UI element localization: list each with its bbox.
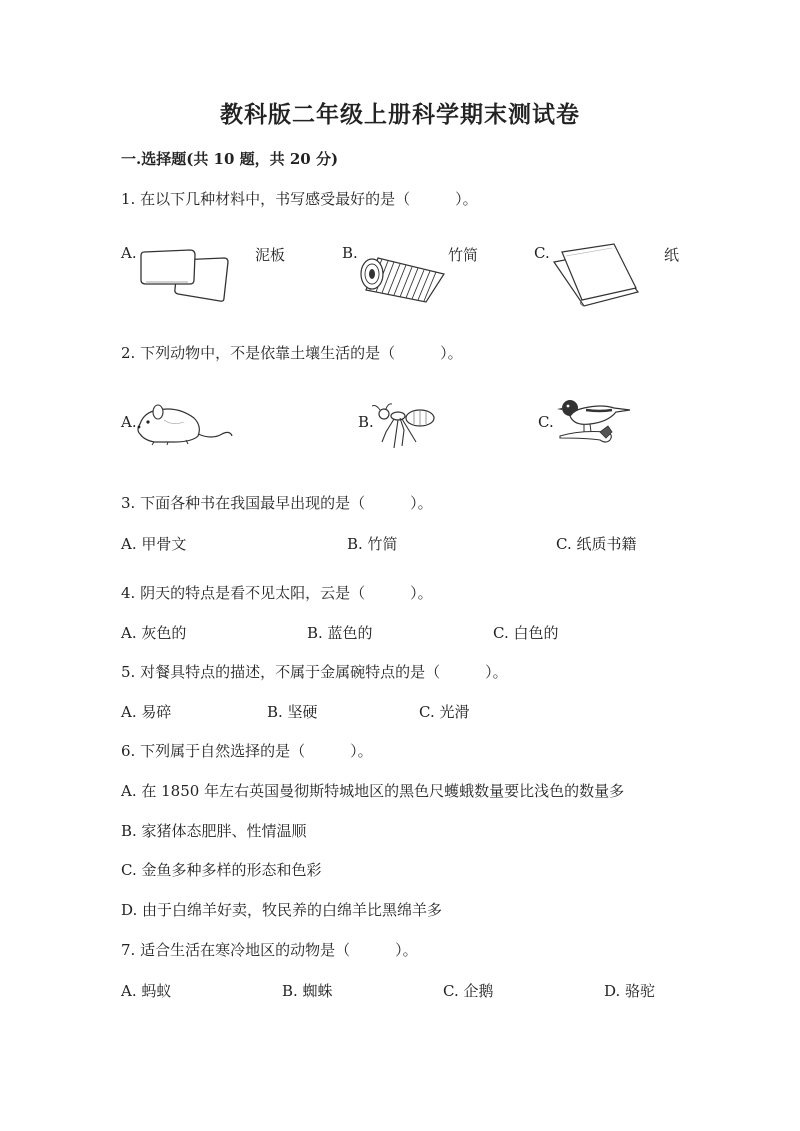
q2-option-a-letter: A. — [121, 413, 137, 431]
q6-option-c: C. 金鱼多种多样的形态和色彩 — [121, 861, 322, 879]
question-1: 1. 在以下几种材料中，书写感受最好的是（ ）。 — [121, 190, 478, 208]
q6-option-b: B. 家猪体态肥胖、性情温顺 — [121, 822, 307, 840]
question-6: 6. 下列属于自然选择的是（ ）。 — [121, 742, 373, 760]
question-4: 4. 阴天的特点是看不见太阳，云是（ ）。 — [121, 584, 433, 602]
q7-option-c: C. 企鹅 — [443, 982, 494, 1000]
q7-option-d: D. 骆驼 — [604, 982, 656, 1000]
section-title: 一.选择题(共 10 题，共 20 分) — [121, 150, 339, 168]
q1-option-c-letter: C. — [534, 244, 550, 262]
page-title: 教科版二年级上册科学期末测试卷 — [220, 101, 580, 128]
q4-option-a: A. 灰色的 — [121, 624, 187, 642]
question-3: 3. 下面各种书在我国最早出现的是（ ）。 — [121, 494, 433, 512]
q6-option-d: D. 由于白绵羊好卖，牧民养的白绵羊比黑绵羊多 — [121, 901, 443, 919]
q5-option-c: C. 光滑 — [419, 703, 470, 721]
q4-option-c: C. 白色的 — [493, 624, 559, 642]
bird-icon — [556, 396, 632, 448]
q3-option-c: C. 纸质书籍 — [556, 535, 637, 553]
q1-option-a-letter: A. — [121, 244, 137, 262]
q2-option-b-letter: B. — [358, 413, 374, 431]
q1-option-c-text: 纸 — [664, 246, 680, 264]
q1-option-b-letter: B. — [342, 244, 358, 262]
q1-option-a-text: 泥板 — [255, 246, 286, 264]
q4-option-b: B. 蓝色的 — [307, 624, 373, 642]
mouse-icon — [134, 400, 236, 446]
ant-icon — [372, 402, 442, 450]
paper-icon — [552, 242, 640, 312]
q5-option-a: A. 易碎 — [121, 703, 172, 721]
q6-option-a: A. 在 1850 年左右英国曼彻斯特城地区的黑色尺蠖蛾数量要比浅色的数量多 — [121, 782, 625, 800]
q7-option-b: B. 蜘蛛 — [282, 982, 333, 1000]
q1-option-b-text: 竹简 — [448, 246, 479, 264]
q2-option-c-letter: C. — [538, 413, 554, 431]
clay-tablet-icon — [138, 246, 230, 304]
q5-option-b: B. 坚硬 — [267, 703, 318, 721]
question-5: 5. 对餐具特点的描述，不属于金属碗特点的是（ ）。 — [121, 663, 508, 681]
bamboo-slip-icon — [356, 252, 446, 304]
q3-option-b: B. 竹简 — [347, 535, 398, 553]
q3-option-a: A. 甲骨文 — [121, 535, 187, 553]
q7-option-a: A. 蚂蚁 — [121, 982, 172, 1000]
question-7: 7. 适合生活在寒冷地区的动物是（ ）。 — [121, 941, 418, 959]
question-2: 2. 下列动物中，不是依靠土壤生活的是（ ）。 — [121, 344, 463, 362]
